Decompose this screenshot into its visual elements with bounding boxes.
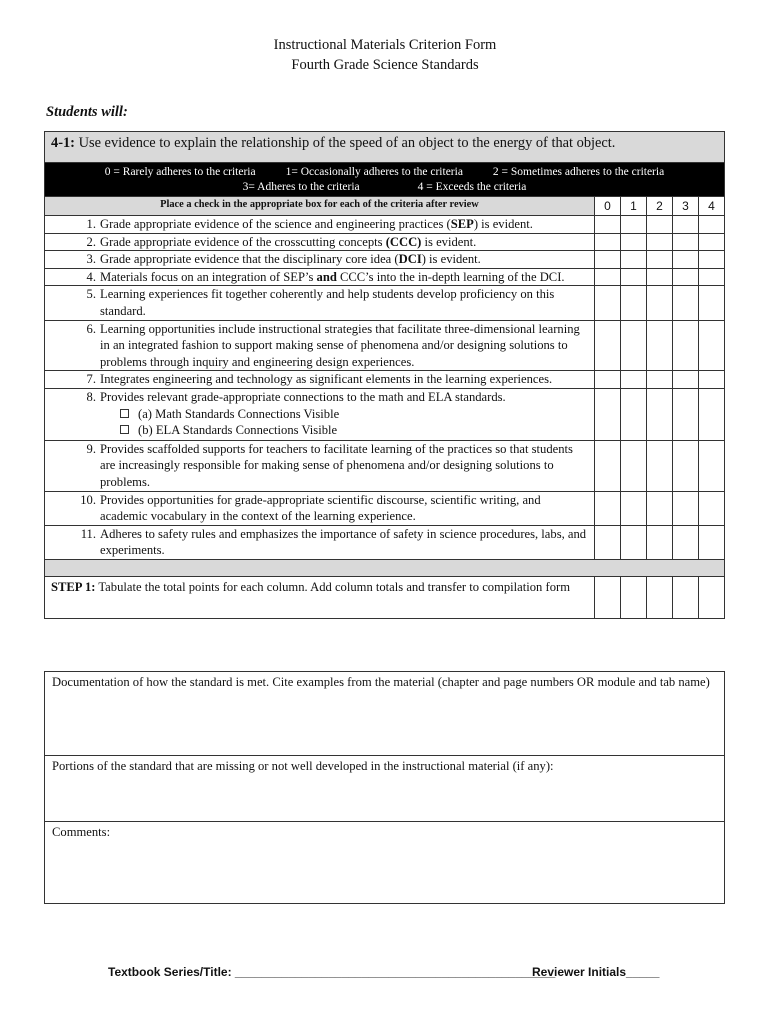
checkbox-10-0[interactable] <box>594 491 620 525</box>
checkbox-1-3[interactable] <box>672 216 698 234</box>
checkbox-9-4[interactable] <box>698 440 724 491</box>
score-header-0: 0 <box>594 197 620 216</box>
separator-row <box>45 559 725 576</box>
documentation-prompt: Documentation of how the standard is met. Cite examples from the material (chapter and page numbers OR module and tab name) <box>52 675 710 689</box>
criterion-row-5 <box>45 286 725 320</box>
criterion-number: 4. <box>86 269 96 284</box>
documentation-table <box>44 671 725 904</box>
checkbox-3-3[interactable] <box>672 251 698 269</box>
checkbox-11-3[interactable] <box>672 525 698 559</box>
criterion-text: Grade appropriate evidence of the science and engineering practices (SEP) is evident. <box>100 217 533 231</box>
checkbox-5-3[interactable] <box>672 286 698 320</box>
score-header-2: 2 <box>646 197 672 216</box>
criterion-number: 9. <box>86 441 96 456</box>
total-3[interactable] <box>672 576 698 618</box>
form-title: Instructional Materials Criterion Form <box>273 37 497 53</box>
checkbox-8-3[interactable] <box>672 388 698 440</box>
checkbox-2-3[interactable] <box>672 233 698 251</box>
checkbox-1-4[interactable] <box>698 216 724 234</box>
criterion-number: 11. <box>80 526 96 541</box>
missing-portions-field[interactable] <box>45 756 725 822</box>
checkbox-4-3[interactable] <box>672 268 698 286</box>
legend-3: 3= Adheres to the criteria <box>242 181 360 193</box>
checkbox-icon[interactable] <box>120 425 129 434</box>
checkbox-3-4[interactable] <box>698 251 724 269</box>
criterion-text: Grade appropriate evidence that the disciplinary core idea (DCI) is evident. <box>100 252 481 267</box>
criterion-text: Grade appropriate evidence of the crosscutting concepts (CCC) is evident. <box>100 234 477 249</box>
checkbox-9-1[interactable] <box>620 440 646 491</box>
checkbox-5-1[interactable] <box>620 286 646 320</box>
checkbox-6-3[interactable] <box>672 320 698 371</box>
footer <box>108 965 660 979</box>
criterion-number: 10. <box>80 492 96 507</box>
standard-code: 4-1: <box>51 135 75 151</box>
checkbox-10-2[interactable] <box>646 491 672 525</box>
sub-item-ela: (b) ELA Standards Connections Visible <box>45 422 594 439</box>
criterion-text: Provides relevant grade-appropriate connections to the math and ELA standards. <box>100 389 506 404</box>
criterion-row-8 <box>45 388 725 440</box>
checkbox-10-4[interactable] <box>698 491 724 525</box>
form-subtitle: Fourth Grade Science Standards <box>291 57 479 73</box>
checkbox-9-2[interactable] <box>646 440 672 491</box>
total-1[interactable] <box>620 576 646 618</box>
criterion-text: Learning experiences fit together coherently and help students develop proficiency on this standard. <box>100 287 555 318</box>
criterion-text: Provides scaffolded supports for teachers to facilitate learning of the practices so that students are increasingly responsible for making sense of phenomena and/or designing solutions to problems. <box>100 441 573 489</box>
checkbox-11-0[interactable] <box>594 525 620 559</box>
legend-1: 1= Occasionally adheres to the criteria <box>285 166 463 178</box>
criterion-row-10 <box>45 491 725 525</box>
checkbox-10-1[interactable] <box>620 491 646 525</box>
documentation-field[interactable] <box>45 672 725 756</box>
criterion-text: Learning opportunities include instructional strategies that facilitate three-dimensional learning in an integrated fashion to support making sense of phenomena and/or designing solutions to problems through inquiry and engineering design experiences. <box>100 321 580 369</box>
checkbox-3-0[interactable] <box>594 251 620 269</box>
checkbox-8-0[interactable] <box>594 388 620 440</box>
checkbox-6-0[interactable] <box>594 320 620 371</box>
step1-label: STEP 1: <box>51 579 96 594</box>
criterion-text: Adheres to safety rules and emphasizes the importance of safety in science procedures, labs, and experiments. <box>100 526 587 558</box>
criterion-row-1 <box>45 216 725 234</box>
checkbox-7-0[interactable] <box>594 371 620 389</box>
checkbox-4-2[interactable] <box>646 268 672 286</box>
step1-text: Tabulate the total points for each column. Add column totals and transfer to compilation form <box>95 579 570 594</box>
total-0[interactable] <box>594 576 620 618</box>
criterion-text: Materials focus on an integration of SEP’s and CCC’s into the in-depth learning of the DCI. <box>100 269 565 284</box>
checkbox-2-2[interactable] <box>646 233 672 251</box>
checkbox-11-2[interactable] <box>646 525 672 559</box>
rating-legend <box>45 163 725 197</box>
checkbox-icon[interactable] <box>120 409 129 418</box>
step1-row <box>45 576 725 618</box>
criterion-row-9 <box>45 440 725 491</box>
criterion-number: 5. <box>86 287 96 302</box>
score-header-3: 3 <box>672 197 698 216</box>
standard-header <box>45 132 725 163</box>
textbook-title-field[interactable]: Textbook Series/Title: ________________________________________________ <box>108 965 556 979</box>
total-4[interactable] <box>698 576 724 618</box>
standard-text: Use evidence to explain the relationship of the speed of an object to the energy of that object. <box>74 135 616 151</box>
checkbox-10-3[interactable] <box>672 491 698 525</box>
checkbox-2-0[interactable] <box>594 233 620 251</box>
checkbox-4-1[interactable] <box>620 268 646 286</box>
comments-prompt: Comments: <box>52 825 111 839</box>
legend-2: 2 = Sometimes adheres to the criteria <box>492 166 665 178</box>
checkbox-11-4[interactable] <box>698 525 724 559</box>
total-2[interactable] <box>646 576 672 618</box>
criterion-row-6 <box>45 320 725 371</box>
checkbox-6-4[interactable] <box>698 320 724 371</box>
criterion-number: 2. <box>86 234 96 249</box>
score-header-4: 4 <box>698 197 724 216</box>
checkbox-2-4[interactable] <box>698 233 724 251</box>
checkbox-5-0[interactable] <box>594 286 620 320</box>
criterion-number: 8. <box>86 389 96 404</box>
checkbox-8-1[interactable] <box>620 388 646 440</box>
criterion-row-11 <box>45 525 725 559</box>
checkbox-7-3[interactable] <box>672 371 698 389</box>
checkbox-1-2[interactable] <box>646 216 672 234</box>
checkbox-11-1[interactable] <box>620 525 646 559</box>
reviewer-initials-field[interactable]: Reviewer Initials_____ <box>532 965 660 979</box>
checkbox-7-4[interactable] <box>698 371 724 389</box>
checkbox-7-2[interactable] <box>646 371 672 389</box>
criterion-row-7 <box>45 371 725 389</box>
checkbox-7-1[interactable] <box>620 371 646 389</box>
criterion-text: Provides opportunities for grade-appropriate scientific discourse, scientific writing, and academic vocabulary in the context of the learning experience. <box>100 492 541 524</box>
criterion-row-3 <box>45 251 725 269</box>
checkbox-6-2[interactable] <box>646 320 672 371</box>
criteria-table <box>44 131 725 619</box>
legend-4: 4 = Exceeds the criteria <box>417 181 527 193</box>
criterion-number: 1. <box>86 217 96 231</box>
checkbox-4-0[interactable] <box>594 268 620 286</box>
criterion-row-2 <box>45 233 725 251</box>
criterion-number: 6. <box>86 321 96 336</box>
checkbox-6-1[interactable] <box>620 320 646 371</box>
checkbox-4-4[interactable] <box>698 268 724 286</box>
checkbox-3-1[interactable] <box>620 251 646 269</box>
checkbox-1-0[interactable] <box>594 216 620 234</box>
checkbox-1-1[interactable] <box>620 216 646 234</box>
criterion-row-4 <box>45 268 725 286</box>
checkbox-8-4[interactable] <box>698 388 724 440</box>
checkbox-9-0[interactable] <box>594 440 620 491</box>
sub-item-math: (a) Math Standards Connections Visible <box>45 406 594 423</box>
missing-portions-prompt: Portions of the standard that are missing or not well developed in the instructional material (if any): <box>52 759 554 773</box>
score-header-1: 1 <box>620 197 646 216</box>
check-instruction: Place a check in the appropriate box for each of the criteria after review <box>45 197 595 216</box>
checkbox-5-4[interactable] <box>698 286 724 320</box>
criterion-number: 7. <box>86 372 96 387</box>
comments-field[interactable] <box>45 822 725 904</box>
checkbox-9-3[interactable] <box>672 440 698 491</box>
checkbox-8-2[interactable] <box>646 388 672 440</box>
criterion-text: Integrates engineering and technology as significant elements in the learning experiences. <box>100 372 553 387</box>
checkbox-2-1[interactable] <box>620 233 646 251</box>
legend-0: 0 = Rarely adheres to the criteria <box>104 166 256 178</box>
checkbox-3-2[interactable] <box>646 251 672 269</box>
criterion-number: 3. <box>86 252 96 267</box>
checkbox-5-2[interactable] <box>646 286 672 320</box>
students-will-heading: Students will: <box>46 104 128 120</box>
